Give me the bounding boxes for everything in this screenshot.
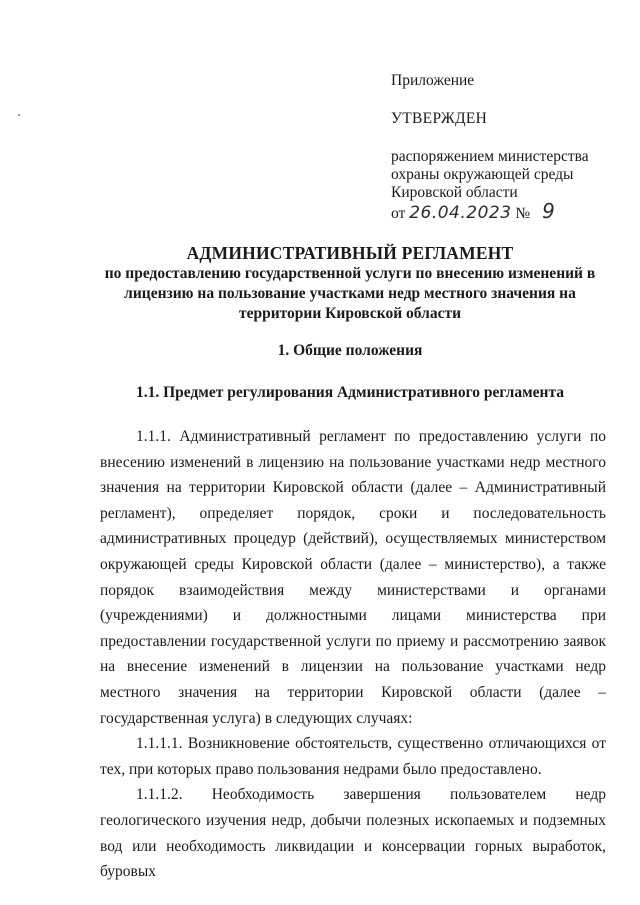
document-title-block	[100, 243, 600, 324]
approval-stamp-block	[391, 72, 631, 222]
paragraph-1-1-1: 1.1.1. Административный регламент по предоставлению услуги по внесению изменений в лицензию на пользование участками недр местного значения на территории Кировской области (далее – Административный регламент), определяет порядок, сроки и последовательность административных процедур (действий), осуществляемых министерством окружающей среды Кировской области (далее – министерство), а также порядок взаимодействия между министерствами и органами (учреждениями) и должностными лицами министерства при предоставлении государственной услуги по приему и рассмотрению заявок на внесение изменений в лицензии на пользование участками недр местного значения на территории Кировской области (далее – государственная услуга) в следующих случаях:	[100, 428, 606, 727]
handwritten-date: 26.04.2023	[409, 203, 512, 223]
order-line-2: охраны окружающей среды	[391, 166, 574, 183]
section-heading: 1. Общие положения	[277, 342, 423, 359]
handwritten-number: 9	[542, 199, 556, 223]
document-subtitle-line-3: территории Кировской области	[238, 305, 462, 322]
document-subtitle-line-2: лицензию на пользование участками недр местного значения на	[124, 285, 576, 302]
appendix-label: Приложение	[391, 72, 475, 89]
paragraph-1-1-1-1: 1.1.1.1. Возникновение обстоятельств, существенно отличающихся от тех, при которых право пользования недрами было предоставлено.	[100, 735, 606, 778]
order-line-1: распоряжением министерства	[391, 148, 589, 165]
order-date-line	[391, 199, 631, 223]
paragraph-1-1-1-2: 1.1.1.2. Необходимость завершения пользователем недр геологического изучения недр, добычи полезных ископаемых и подземных вод или необходимость ликвидации и консервации горных выработок, буровых	[100, 786, 606, 881]
document-subtitle-line-1: по предоставлению государственной услуги по внесению изменений в	[104, 265, 596, 282]
date-prefix: от	[391, 205, 406, 222]
number-sign: №	[515, 205, 531, 222]
document-body	[100, 424, 606, 885]
document-title: АДМИНИСТРАТИВНЫЙ РЕГЛАМЕНТ	[186, 243, 514, 263]
order-line-3: Кировской области	[391, 184, 518, 201]
subsection-heading: 1.1. Предмет регулирования Административного регламента	[135, 384, 565, 401]
scan-speck	[18, 114, 20, 116]
approved-label: УТВЕРЖДЕН	[391, 110, 488, 127]
